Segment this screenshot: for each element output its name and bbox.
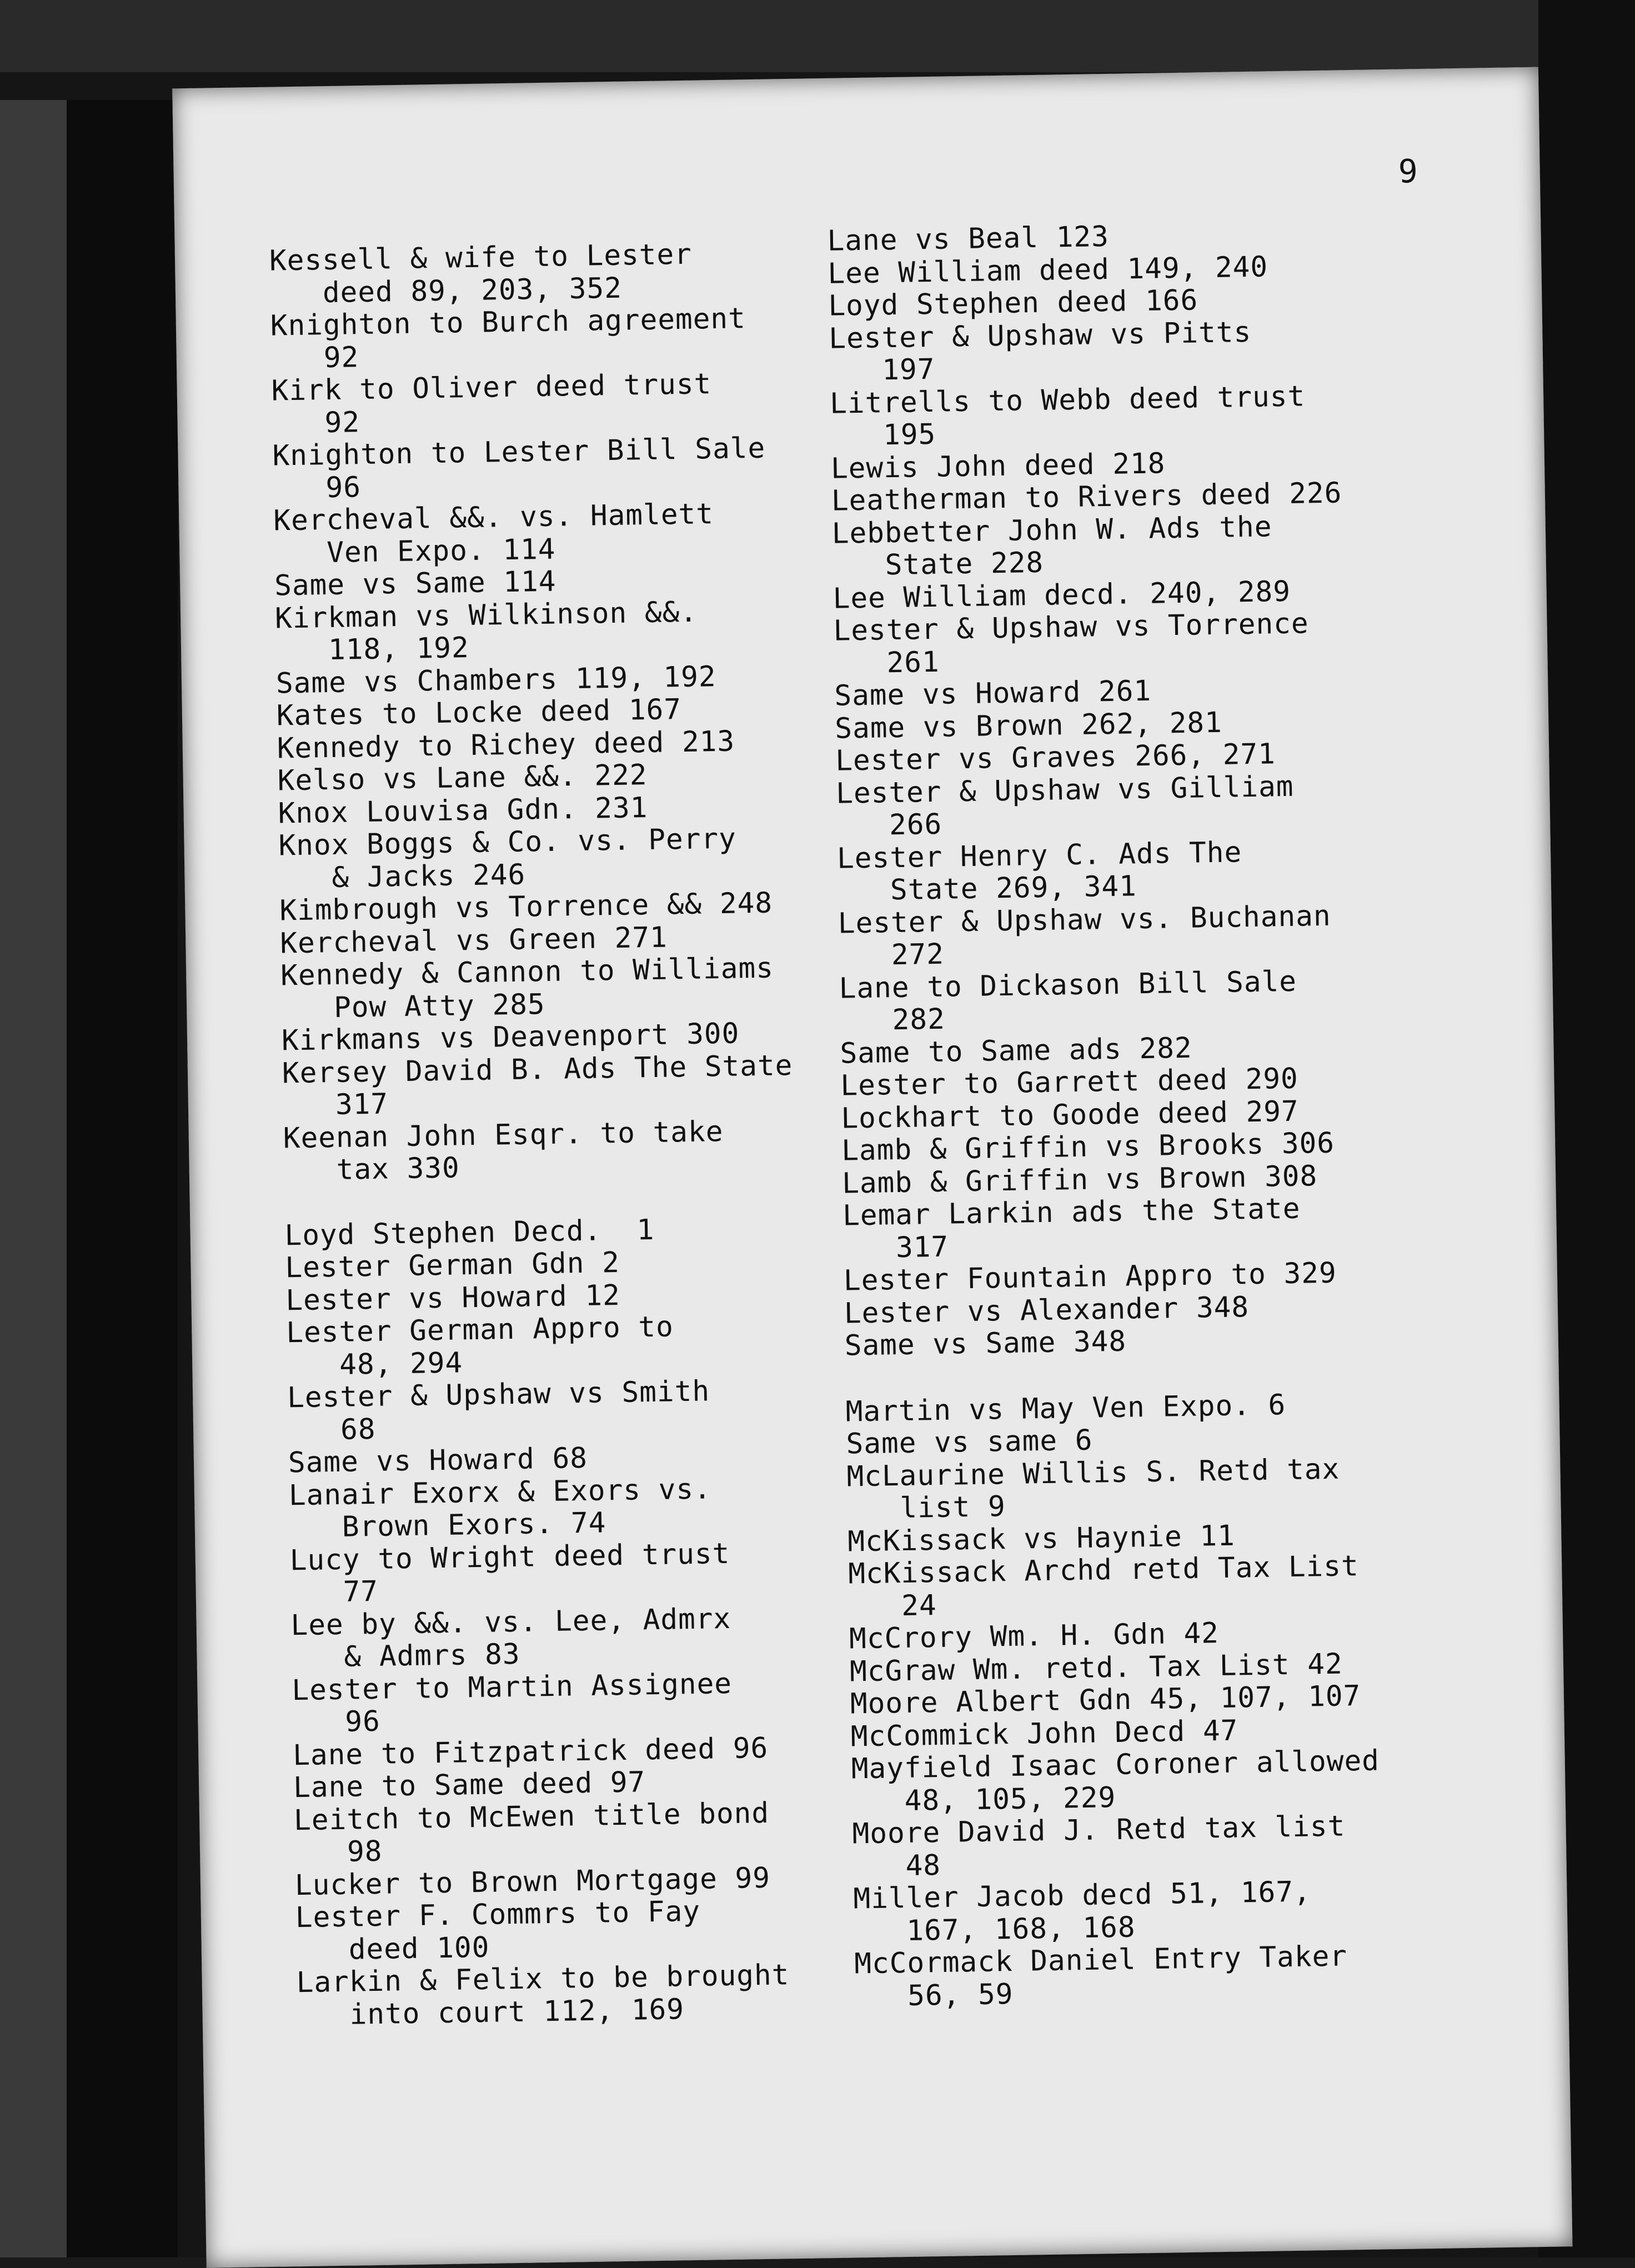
entry-continuation: Pow Atty 285 — [333, 988, 546, 1024]
entry-continuation: State 269, 341 — [890, 870, 1137, 907]
entry-heading: Lester German Gdn 2 — [285, 1246, 620, 1285]
entry-heading: Loyd Stephen Decd. 1 — [284, 1213, 655, 1252]
entry-heading: Lester vs Graves 266, 271 — [835, 738, 1276, 778]
page-number: 9 — [1398, 152, 1418, 191]
index-entry — [296, 1959, 808, 2032]
entry-continuation: 77 — [343, 1575, 379, 1609]
entry-continuation: 282 — [892, 1003, 946, 1037]
entry-continuation: 24 — [901, 1589, 937, 1623]
index-entry — [278, 822, 790, 895]
entry-continuation: 48 — [905, 1849, 941, 1883]
entry-continuation: Ven Expo. 114 — [326, 533, 556, 569]
entry-heading: Litrells to Webb deed trust — [829, 379, 1306, 420]
entry-continuation: 96 — [325, 470, 362, 504]
index-entry — [289, 1536, 801, 1609]
entry-heading: Leitch to McEwen title bond — [293, 1796, 770, 1837]
index-entry — [295, 1894, 806, 1967]
entry-continuation: 197 — [881, 353, 935, 387]
entry-continuation: & Jacks 246 — [332, 858, 526, 894]
entry-heading: Lester to Garrett deed 290 — [840, 1062, 1299, 1103]
entry-heading: Knighton to Burch agreement — [270, 302, 746, 343]
entry-heading: Same vs same 6 — [846, 1424, 1093, 1461]
entry-heading: Lamb & Griffin vs Brown 308 — [841, 1159, 1318, 1200]
index-entry — [290, 1601, 802, 1674]
entry-heading: Martin vs May Ven Expo. 6 — [845, 1388, 1286, 1429]
entry-heading: Same vs Same 348 — [844, 1325, 1127, 1363]
index-group-l — [827, 217, 1373, 1363]
entry-continuation: 68 — [340, 1413, 376, 1446]
entry-heading: Kirkman vs Wilkinson &&. — [274, 595, 698, 635]
index-entry — [283, 1114, 794, 1187]
entry-heading: Lester & Upshaw vs Gilliam — [835, 770, 1294, 810]
index-entry — [851, 1745, 1380, 1819]
entry-heading: Knox Louvisa Gdn. 231 — [278, 791, 648, 830]
entry-continuation: 317 — [335, 1088, 389, 1122]
entry-continuation: into court 112, 169 — [349, 1992, 685, 2031]
entry-heading: Kessell & wife to Lester — [269, 238, 693, 278]
entry-heading: Lester & Upshaw vs Pitts — [828, 316, 1252, 356]
entry-heading: Same to Same ads 282 — [840, 1032, 1193, 1070]
entry-heading: Lebbetter John W. Ads the — [831, 510, 1272, 550]
right-column — [827, 217, 1383, 2014]
entry-continuation: 98 — [347, 1835, 383, 1869]
entry-heading: Same vs Howard 261 — [834, 674, 1152, 713]
index-entry — [294, 1796, 805, 1869]
entry-heading: Kersey David B. Ads The State — [282, 1049, 793, 1090]
entry-continuation: deed 100 — [348, 1931, 490, 1966]
entry-heading: Lockhart to Goode deed 297 — [840, 1095, 1300, 1135]
index-entry — [837, 899, 1367, 973]
entry-continuation: 272 — [891, 938, 945, 972]
index-entry — [852, 1810, 1381, 1884]
index-entry — [842, 1192, 1372, 1265]
index-entry — [282, 1049, 794, 1122]
index-entry — [837, 834, 1366, 908]
index-entry — [836, 769, 1365, 843]
entry-continuation: & Admrs 83 — [344, 1638, 521, 1674]
entry-heading: Lester vs Howard 12 — [285, 1279, 621, 1317]
entry-heading: Lane to Dickason Bill Sale — [839, 965, 1297, 1005]
entry-heading: Lanair Exorx & Exors vs. — [288, 1472, 712, 1512]
index-entry — [854, 1940, 1383, 2014]
index-entry — [289, 1471, 800, 1544]
entry-heading: Keenan John Esqr. to take — [283, 1115, 724, 1155]
entry-heading: McCormack Daniel Entry Taker — [854, 1940, 1348, 1981]
entry-heading: Lane vs Beal 123 — [827, 220, 1110, 258]
entry-continuation: deed 89, 203, 352 — [322, 272, 623, 309]
entry-continuation: 92 — [323, 341, 359, 374]
entry-heading: Larkin & Felix to be brought — [296, 1959, 790, 2000]
index-group-k — [269, 237, 795, 1188]
entry-continuation: 96 — [344, 1705, 381, 1739]
entry-heading: McLaurine Willis S. Retd tax — [846, 1453, 1340, 1494]
entry-heading: Lamb & Griffin vs Brooks 306 — [841, 1127, 1335, 1168]
entry-heading: Same vs Howard 68 — [288, 1441, 588, 1480]
index-entry — [286, 1309, 798, 1382]
entry-continuation: 195 — [882, 418, 936, 452]
entry-heading: Same vs Same 114 — [274, 565, 556, 603]
entry-heading: Knighton to Lester Bill Sale — [272, 432, 766, 473]
entry-continuation: 261 — [886, 645, 940, 679]
entry-continuation: State 228 — [885, 546, 1044, 582]
entry-heading: Lester & Upshaw vs Smith — [287, 1375, 710, 1415]
entry-heading: Mayfield Isaac Coroner allowed — [851, 1744, 1380, 1786]
entry-heading: McCommick John Decd 47 — [850, 1714, 1238, 1753]
entry-heading: Moore David J. Retd tax list — [852, 1810, 1346, 1851]
entry-heading: Moore Albert Gdn 45, 107, 107 — [850, 1680, 1361, 1721]
entry-heading: Lester & Upshaw vs Torrence — [833, 607, 1310, 648]
entry-heading: Lucker to Brown Mortgage 99 — [294, 1861, 771, 1902]
entry-heading: McKissack vs Haynie 11 — [847, 1519, 1236, 1559]
index-entry — [831, 509, 1361, 583]
entry-heading: Kirkmans vs Deavenport 300 — [281, 1017, 740, 1058]
entry-heading: Kercheval &&. vs. Hamlett — [273, 498, 714, 538]
index-group-m — [845, 1388, 1383, 2013]
index-entry — [270, 302, 781, 375]
entry-continuation: list 9 — [900, 1490, 1006, 1525]
index-entry — [275, 595, 786, 668]
entry-heading: Lane to Fitzpatrick deed 96 — [292, 1731, 769, 1772]
entry-heading: Lee William deed 149, 240 — [827, 250, 1268, 291]
entry-heading: Kercheval vs Green 271 — [279, 921, 668, 960]
entry-heading: Lester to Martin Assignee — [292, 1667, 733, 1707]
entry-heading: Lewis John deed 218 — [830, 447, 1166, 485]
entry-continuation: tax 330 — [336, 1151, 460, 1186]
entry-heading: Leatherman to Rivers deed 226 — [831, 477, 1342, 518]
index-group-l — [284, 1211, 808, 2032]
index-entry — [269, 237, 781, 310]
entry-continuation: 167, 168, 168 — [906, 1910, 1136, 1947]
index-page — [172, 67, 1572, 2268]
entry-continuation: 48, 294 — [339, 1346, 463, 1381]
index-entry — [271, 367, 783, 440]
entry-heading: McGraw Wm. retd. Tax List 42 — [849, 1648, 1343, 1689]
entry-heading: Lee William decd. 240, 289 — [832, 575, 1291, 615]
entry-heading: Lester Henry C. Ads The — [836, 835, 1242, 875]
entry-continuation: Brown Exors. 74 — [342, 1506, 606, 1544]
index-entry — [829, 314, 1358, 388]
index-entry — [833, 607, 1362, 680]
entry-heading: Kennedy & Cannon to Williams — [280, 952, 774, 993]
entry-continuation: 266 — [889, 808, 942, 842]
entry-heading: Same vs Brown 262, 281 — [834, 706, 1223, 745]
entry-continuation: 92 — [324, 405, 360, 439]
entry-heading: Lester F. Commrs to Fay — [295, 1895, 701, 1935]
index-entry — [272, 432, 784, 505]
entry-continuation: 56, 59 — [907, 1977, 1014, 2012]
entry-heading: Lucy to Wright deed trust — [289, 1537, 730, 1577]
entry-heading: Same vs Chambers 119, 192 — [275, 660, 716, 700]
index-entry — [292, 1666, 803, 1739]
index-entry — [839, 964, 1368, 1038]
entry-heading: Lester vs Alexander 348 — [844, 1290, 1250, 1330]
entry-heading: Lester German Appro to — [285, 1310, 674, 1350]
entry-heading: Kates to Locke deed 167 — [276, 693, 682, 733]
entry-heading: Lester Fountain Appro to 329 — [843, 1256, 1337, 1298]
entry-heading: Lemar Larkin ads the State — [842, 1192, 1301, 1233]
entry-heading: Kelso vs Lane &&. 222 — [277, 759, 648, 798]
entry-heading: McKissack Archd retd Tax List — [847, 1550, 1360, 1591]
entry-heading: Lester & Upshaw vs. Buchanan — [837, 899, 1332, 940]
entry-heading: Kennedy to Richey deed 213 — [277, 725, 735, 765]
entry-continuation: 317 — [895, 1230, 949, 1264]
entry-continuation: 48, 105, 229 — [904, 1781, 1116, 1818]
index-entry — [273, 497, 785, 570]
entry-heading: Loyd Stephen deed 166 — [827, 284, 1198, 323]
entry-heading: Kimbrough vs Torrence && 248 — [279, 887, 773, 928]
entry-heading: Lee by &&. vs. Lee, Admrx — [290, 1602, 731, 1642]
index-entry — [287, 1374, 799, 1447]
entry-heading: Kirk to Oliver deed trust — [271, 368, 712, 408]
entry-heading: McCrory Wm. H. Gdn 42 — [849, 1617, 1220, 1656]
entry-heading: Lane to Same deed 97 — [293, 1766, 646, 1805]
index-entry — [846, 1453, 1376, 1526]
index-entry — [848, 1550, 1377, 1624]
index-entry — [853, 1875, 1382, 1949]
index-entry — [280, 952, 792, 1025]
entry-continuation: 118, 192 — [328, 632, 470, 667]
index-entry — [830, 379, 1359, 453]
entry-heading: Miller Jacob decd 51, 167, — [853, 1875, 1312, 1916]
entry-heading: Knox Boggs & Co. vs. Perry — [278, 822, 737, 863]
left-column — [269, 237, 808, 2032]
